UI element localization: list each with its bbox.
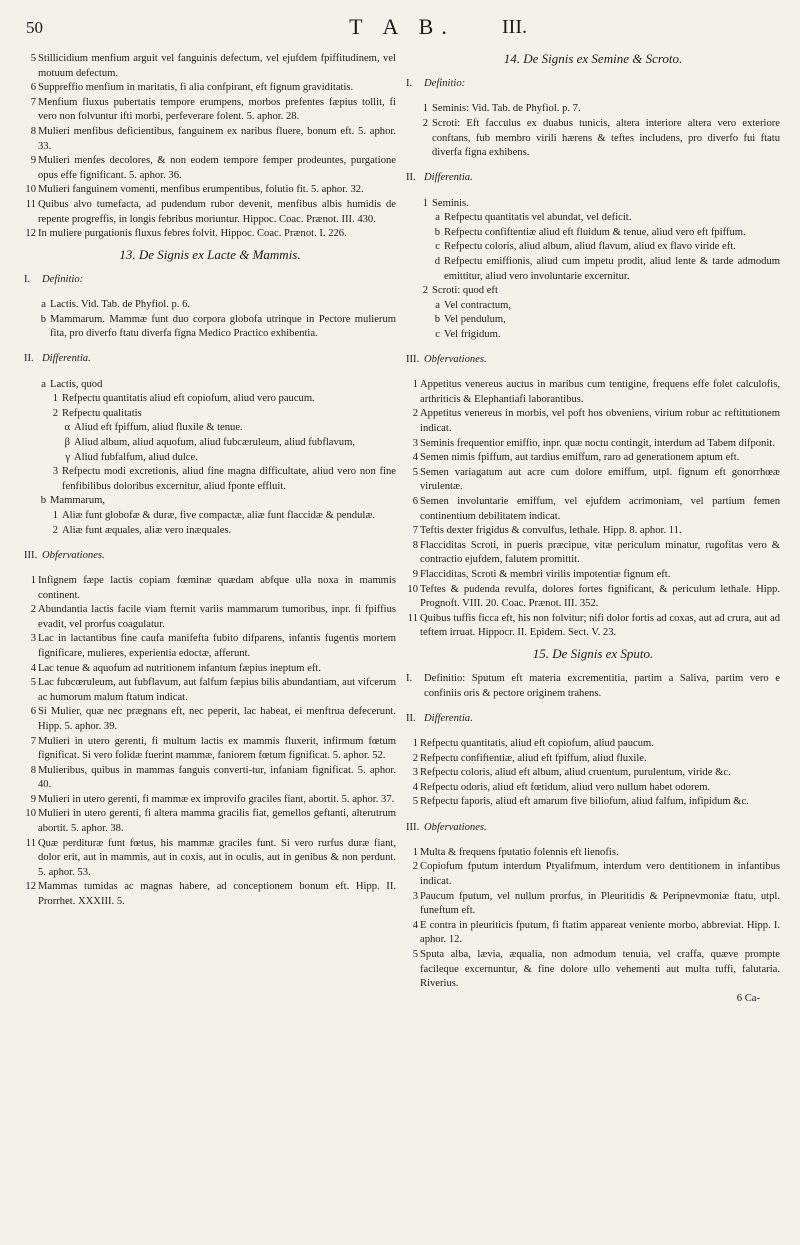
section-title-semine: 14. De Signis ex Semine & Scroto. — [503, 51, 683, 66]
list-item: 12 In muliere purgationis fluxus febres folvit. Hippoc. Coac. Prænot. I. 226. — [25, 228, 347, 240]
list-item: 7 Mulieri in utero gerenti, fi multum lactis ex mammis fluxerit, infirmum fœtum fignificat. Si vero folidæ fuerint mammæ, faniorem fœtum fignificat. 5. aphor. 52. — [30, 735, 396, 762]
running-title: T A B. — [349, 14, 455, 39]
list-item: 3 Lac in lactantibus fine caufa manifefta fubito difparens, infantis fugentis mortem fignificare, mulieres, experientia edoctæ, afferunt. — [30, 633, 396, 659]
definitio-heading: I. Definitio: — [24, 273, 84, 285]
list-item: 2 Refpectu qualitatis — [52, 407, 142, 419]
list-item: 12 Mammas tumidas ac magnas habere, ad conceptionem bonum eft. Hipp. II. Prorrhet. XXXIII. 5. — [25, 881, 396, 908]
list-item: 11 Quæ perdituræ funt fœtus, his mammæ graciles funt. Si vero rurfus duræ fiant, dolor erit, aut in mammis, aut in coxis, aut in oculis, aut in genibus & non perdunt. 5. aphor. 53. — [25, 837, 396, 878]
definitio-heading: I. Definitio: — [406, 78, 466, 90]
differentia-heading: II. Differentia. — [24, 353, 91, 365]
list-item: b Mammarum. Mammæ funt duo corpora globofa utrinque in Pectore mulierum fita, pro diverfo ftatu diverfa figna Medico Practico exhibentia. — [40, 313, 396, 340]
list-item: 11 Quibus tuffis ficca eft, his non folvitur; nifi dolor fortis ad coxas, aut ad crura, aut ad teftem irruat. Hippocr. II. Epidem. Sect. V. 23. — [407, 612, 780, 639]
list-item: 10 Mulieri in utero gerenti, fi altera mamma gracilis fiat, gemellos geftanti, alterutrum abortit. 5. aphor. 38. — [25, 808, 396, 835]
list-item: 4 E contra in pleuriticis fputum, fi ftatim appareat veniente morbo, abbreviat. Hipp. I. aphor. 12. — [412, 919, 780, 946]
list-item: 6 Si Mulier, quæ nec prægnans eft, nec peperit, lac habeat, ei menftrua defecerunt. Hipp. 5. aphor. 39. — [30, 706, 396, 732]
list-item: β Aliud album, aliud aquofum, aliud fubcæruleum, aliud fubflavum, — [64, 437, 355, 449]
section-title-lacte: 13. De Signis ex Lacte & Mammis. — [119, 246, 301, 262]
list-item: 4 Refpectu odoris, aliud eft fœtidum, aliud vero nullum habet odorem. — [412, 781, 711, 793]
list-item: 2 Scroti: quod eft — [422, 285, 498, 297]
list-item: a Lactis, quod — [41, 378, 103, 390]
list-item: 6 Suppreffio menfium in maritatis, fi alia confpirant, eft fignum graviditatis. — [30, 82, 354, 94]
list-item: 1 Seminis: Vid. Tab. de Phyfiol. p. 7. — [422, 103, 581, 115]
list-item: 1 Multa & frequens fputatio folennis eft lienofis. — [412, 846, 619, 858]
list-item: 9 Mulieri menfes decolores, & non eodem tempore femper prodeuntes, purgatione opus effe fignificant. 5. aphor. 36. — [30, 155, 396, 181]
two-column-body — [24, 52, 780, 1006]
list-item: 2 Scroti: Eft facculus ex duabus tunicis, altera interiore altera vero exteriore conftans, fub membro virili hærens & teftes includens, pro diverfo fui ftatu diverfa figna exhibens. — [422, 117, 780, 159]
observationes-heading: III. Obfervationes. — [24, 549, 105, 561]
catchword: 6 Ca- — [736, 992, 760, 1004]
list-item: b Vel pendulum, — [434, 314, 506, 326]
list-item: 6 Semen involuntarie emiffum, vel ejufdem acrimoniam, vel partium femen continentium debilitatem indicat. — [412, 496, 780, 522]
list-item: α Aliud eft fpiffum, aliud fluxile & tenue. — [64, 422, 243, 434]
page-header — [24, 14, 780, 52]
list-item: 3 Refpectu modi excretionis, aliud fine magna difficultate, aliud vero non fine fenfibilibus doloribus excernitur, aliud fponte effluit. — [52, 466, 396, 492]
table-number: III. — [502, 16, 527, 38]
list-item: 2 Appetitus venereus in morbis, vel poft hos obveniens, virium robur ac reftitutionem indicat. — [412, 408, 780, 435]
left-column — [24, 52, 396, 1006]
differentia-heading: II. Differentia. — [406, 712, 473, 724]
list-item: 1 Refpectu quantitatis aliud eft copiofum, aliud vero paucum. — [52, 393, 315, 405]
list-item: 2 Refpectu confiftentiæ, aliud eft fpiffum, aliud fluxile. — [412, 752, 647, 764]
observationes-heading: III. Obfervationes. — [406, 354, 487, 366]
list-item: 9 Flacciditas, Scroti & membri virilis impotentiæ fignum eft. — [412, 568, 671, 580]
list-item: 3 Seminis frequentior emiffio, inpr. quæ noctu contingit, interdum ad Tabem difponit. — [412, 437, 775, 449]
list-item: γ Aliud fubfalfum, aliud dulce. — [65, 451, 198, 463]
list-item: a Refpectu quantitatis vel abundat, vel deficit. — [435, 212, 632, 224]
observationes-heading: III. Obfervationes. — [406, 821, 487, 833]
list-item: 5 Stillicidium menfium arguit vel fanguinis defectum, vel ejufdem fpiffitudinem, vel motuum defectum. — [30, 53, 396, 79]
list-item: 1 Seminis. — [422, 197, 469, 209]
list-item: 1 Refpectu quantitatis, aliud eft copiofum, aliud paucum. — [412, 738, 654, 750]
list-item: 7 Teftis dexter frigidus & convulfus, lethale. Hipp. 8. aphor. 11. — [412, 525, 682, 537]
list-item: 5 Refpectu faporis, aliud eft amarum five biliofum, aliud falfum, infipidum &c. — [412, 796, 749, 808]
list-item: 10 Teftes & pudenda revulfa, dolores fortes fignificant, & periculum lethale. Hipp. Prognoft. VIII. 20. Coac. Prænot. III. 352. — [407, 583, 780, 610]
list-item: 3 Refpectu coloris, aliud eft album, aliud cruentum, purulentum, viride &c. — [412, 767, 731, 779]
menses-observations-list — [24, 52, 396, 242]
definitio-heading: I. Definitio: Sputum eft materia excrementitia, partim a Saliva, partim vero e confiniis oris & pectore originem trahens. — [406, 673, 780, 699]
list-item: 8 Mulieribus, quibus in mammas fanguis converti-tur, infaniam fignificat. 5. aphor. 40. — [30, 764, 396, 791]
list-item: b Refpectu confiftentiæ aliud eft fluidum & tenue, aliud vero eft fpiffum. — [434, 226, 746, 238]
list-item: a Vel contractum, — [435, 299, 512, 311]
list-item: 5 Lac fubcœruleum, aut fubflavum, aut falfum fæpius bilis abundantiam, aut vifcerum ac humorum malum ftatum indicat. — [30, 677, 396, 703]
list-item: 5 Sputa alba, lævia, æqualia, non admodum tenuia, vel craffa, quæve prompte facileque excernuntur, & fine dolore ullo vehementi aut multa tuffi, falutaria. Riverius. — [412, 949, 780, 990]
list-item: 1 Aliæ funt globofæ & duræ, five compactæ, aliæ funt flaccidæ & pendulæ. — [52, 510, 376, 521]
list-item: 4 Lac tenue & aquofum ad nutritionem infantum fæpius ineptum eft. — [30, 662, 322, 674]
list-item: 5 Semen variagatum aut acre cum dolore emiffum, utpl. fignum eft gonorrhœæ virulentæ. — [412, 466, 780, 493]
list-item: 2 Copiofum fputum interdum Ptyalifmum, interdum vero dentitionem in infantibus indicat. — [412, 861, 780, 888]
list-item: 1 Infignem fæpe lactis copiam fœminæ quædam abfque ulla noxa in mammis continent. — [30, 574, 396, 601]
differentia-heading: II. Differentia. — [406, 172, 473, 184]
list-item: 2 Abundantia lactis facile viam fternit variis mammarum tumoribus, inpr. fi fpiffius evadit, vel prorfus coagulatur. — [30, 604, 396, 630]
list-item: 3 Paucum fputum, vel nullum prorfus, in Pleuritidis & Peripnevmoniæ ftatu, utpl. funeftum eft. — [412, 890, 780, 917]
list-item: 7 Menfium fluxus pubertatis tempore erumpens, morbos prefentes fæpius tollit, fi vero non folvuntur ifti morbi, perfeverare folent. 5. aphor. 28. — [30, 96, 396, 123]
list-item: 4 Semen nimis fpiffum, aut tardius emiffum, raro ad generationem aptum eft. — [412, 452, 740, 464]
list-item: 2 Aliæ funt æquales, aliæ vero inæquales. — [52, 524, 232, 536]
list-item: b Mammarum, — [40, 495, 106, 507]
list-item: c Vel frigidum. — [435, 328, 501, 340]
list-item: c Refpectu coloris, aliud album, aliud flavum, aliud ex flavo viride eft. — [435, 241, 736, 253]
list-item: 1 Appetitus venereus auctus in maribus cum tentigine, frequens effe folet calculofis, arthriticis & Elephantiafi laborantibus. — [412, 379, 780, 405]
page-number: 50 — [26, 18, 43, 37]
list-item: 11 Quibus alvo tumefacta, ad pudendum rubor devenit, menfibus albis humidis de repente progreffis, in longis febribus moriuntur. Hippoc. Coac. Prænot. III. 430. — [25, 198, 396, 225]
list-item: 8 Mulieri menfibus deficientibus, fanguinem ex naribus fluere, bonum eft. 5. aphor. 33. — [30, 125, 396, 152]
list-item: 8 Flacciditas Scroti, in pueris præcipue, vitæ periculum minatur, rugofitas vero & contractio ejufdem, falutem promittit. — [412, 539, 780, 566]
list-item: 10 Mulieri fanguinem vomenti, menfibus erumpentibus, folutio fit. 5. aphor. 32. — [25, 184, 364, 196]
section-title-sputo: 15. De Signis ex Sputo. — [532, 645, 654, 661]
list-item: 9 Mulieri in utero gerenti, fi mammæ ex improvifo graciles fiant, abortit. 5. aphor. 37. — [30, 793, 395, 805]
right-column — [406, 52, 780, 1006]
list-item: a Lactis. Vid. Tab. de Phyfiol. p. 6. — [41, 299, 191, 311]
list-item: d Refpectu emiffionis, aliud cum impetu prodit, aliud lente & tarde admodum emittitur, aliud vero involuntarie excernitur. — [434, 255, 780, 282]
